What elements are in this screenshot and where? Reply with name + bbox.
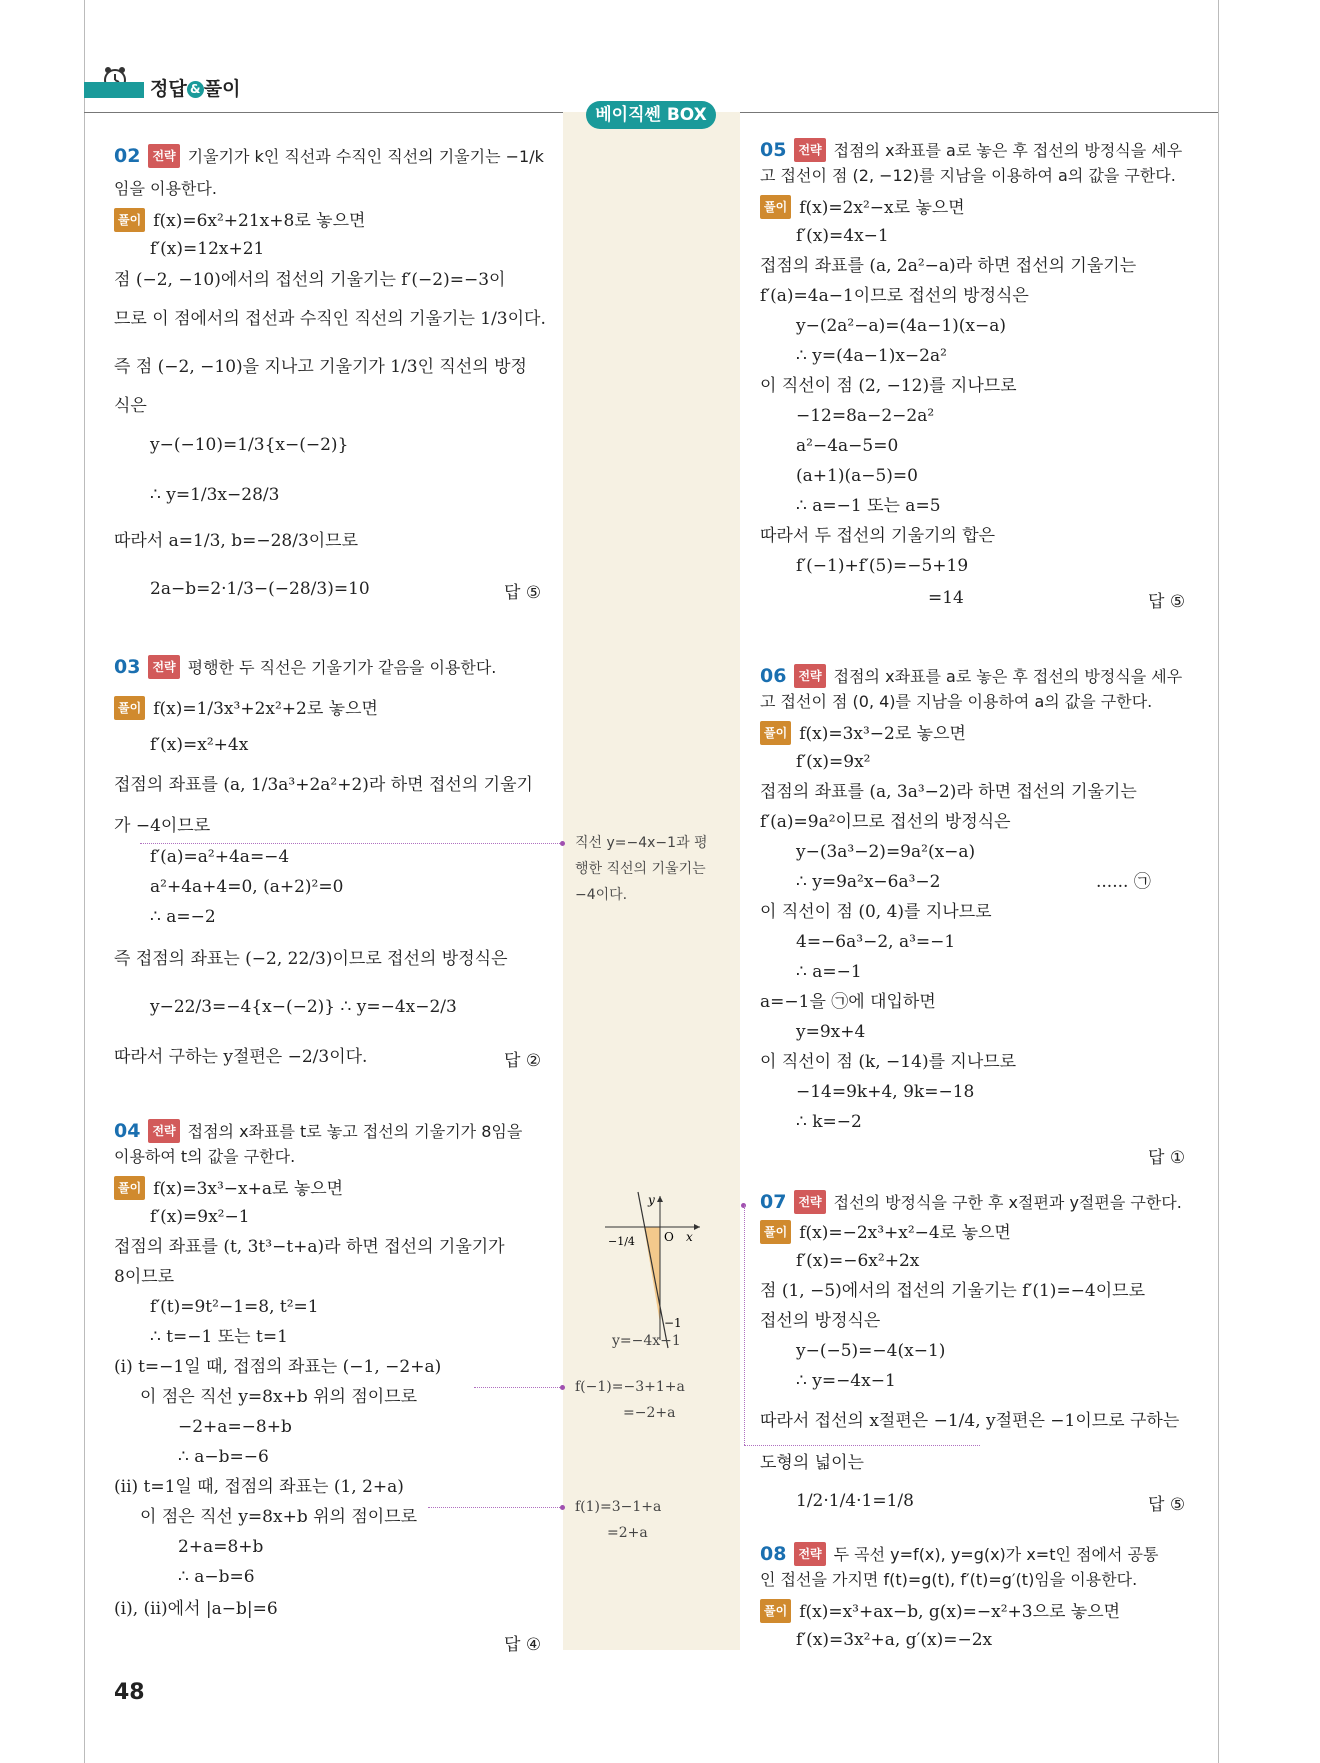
page-frame-right: [1218, 0, 1219, 1763]
header-accent-bar: [84, 82, 144, 98]
leader-line: [744, 1445, 980, 1446]
page-frame-left: [84, 0, 85, 1763]
note-parallel-slope: 직선 y=−4x−1과 평 행한 직선의 기울기는 −4이다.: [575, 835, 708, 903]
problem-number: 04: [114, 1120, 141, 1142]
problem-number: 02: [114, 145, 141, 167]
basic-box-tab: 베이직쎈 BOX: [586, 101, 716, 129]
graph-equation: y=−4x−1: [612, 1333, 681, 1349]
strategy-text: 기울기가 k인 직선과 수직인 직선의 기울기는 −1/k: [187, 147, 544, 166]
strategy-text: 접점의 x좌표를 a로 놓은 후 접선의 방정식을 세우: [833, 667, 1183, 686]
leader-line: [474, 1387, 560, 1388]
x-intercept-label: −1/4: [608, 1235, 635, 1248]
strategy-text: 임을 이용한다.: [114, 179, 217, 198]
y-axis-label: y: [648, 1193, 655, 1207]
tangent-graph: [600, 1190, 710, 1350]
strategy-text: 인 접선을 가지면 f(t)=g(t), f′(t)=g′(t)임을 이용한다.: [760, 1570, 1138, 1589]
answer-label: 답 ④: [504, 1635, 542, 1655]
strategy-text: 접점의 x좌표를 a로 놓은 후 접선의 방정식을 세우: [833, 141, 1183, 160]
problem-number: 08: [760, 1543, 787, 1565]
equation-mark: ...... ㉠: [1096, 872, 1151, 892]
strategy-text: 이용하여 t의 값을 구한다.: [114, 1147, 296, 1166]
answer-label: 답 ⑤: [1148, 1495, 1186, 1515]
answer-label: 답 ⑤: [504, 583, 542, 603]
header-title: 정답 & 풀이: [150, 78, 241, 100]
note-f-1: f(1)=3−1+a =2+a: [575, 1499, 662, 1541]
leader-dot: [560, 841, 565, 846]
strategy-text: 접점의 x좌표를 t로 놓고 접선의 기울기가 8임을: [187, 1122, 523, 1141]
page-number: 48: [114, 1680, 145, 1705]
problem-number: 07: [760, 1191, 787, 1213]
x-axis-label: x: [686, 1230, 693, 1244]
answer-label: 답 ⑤: [1148, 592, 1186, 612]
y-intercept-label: −1: [664, 1316, 682, 1330]
strategy-text: 두 곡선 y=f(x), y=g(x)가 x=t인 점에서 공통: [833, 1545, 1159, 1564]
leader-line: [744, 1205, 745, 1445]
answer-label: 답 ①: [1148, 1148, 1186, 1168]
strategy-text: 고 접선이 점 (0, 4)를 지남을 이용하여 a의 값을 구한다.: [760, 692, 1153, 711]
origin-label: O: [664, 1230, 674, 1244]
leader-line: [428, 1507, 560, 1508]
problem-number: 05: [760, 139, 787, 161]
note-f-minus-1: f(−1)=−3+1+a =−2+a: [575, 1379, 685, 1421]
leader-dot: [560, 1385, 565, 1390]
strategy-text: 접선의 방정식을 구한 후 x절편과 y절편을 구한다.: [833, 1193, 1182, 1212]
problem-number: 06: [760, 665, 787, 687]
strategy-text: 평행한 두 직선은 기울기가 같음을 이용한다.: [187, 658, 497, 677]
leader-dot: [560, 1505, 565, 1510]
problem-number: 03: [114, 656, 141, 678]
answer-label: 답 ②: [504, 1051, 542, 1071]
leader-line: [140, 843, 560, 844]
triangle-region: [644, 1227, 660, 1323]
strategy-text: 고 접선이 점 (2, −12)를 지남을 이용하여 a의 값을 구한다.: [760, 166, 1176, 185]
